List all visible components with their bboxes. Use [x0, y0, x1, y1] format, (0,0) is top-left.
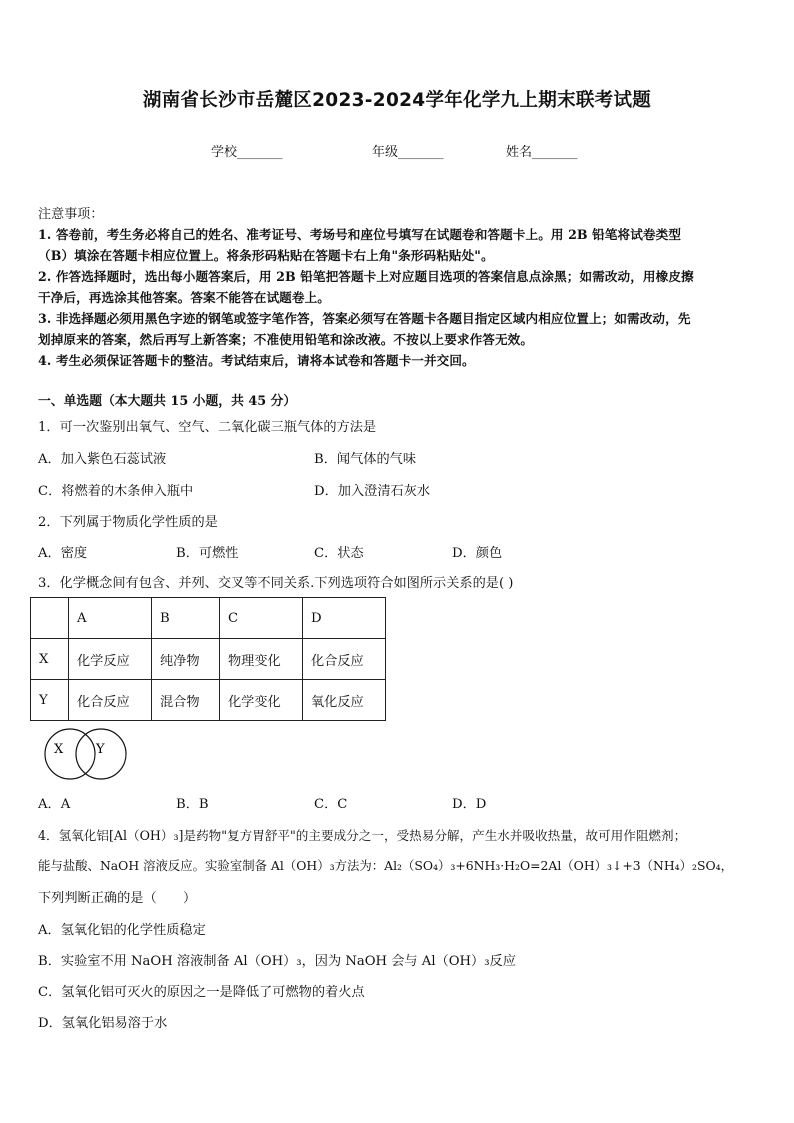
table-cell: 纯净物 [152, 639, 220, 680]
q3-table [30, 597, 386, 721]
table-cell: 化合反应 [303, 639, 386, 680]
section-heading: 一、单选题（本大题共 15 小题，共 45 分） [38, 394, 297, 409]
venn-label-y: Y [96, 742, 105, 757]
q2-option-a[interactable]: A．密度 [38, 546, 88, 561]
q1-option-a[interactable]: A．加入紫色石蕊试液 [38, 452, 167, 467]
venn-diagram [38, 727, 132, 783]
table-cell: 物理变化 [220, 639, 303, 680]
table-cell: B [152, 598, 220, 639]
q2-option-d[interactable]: D．颜色 [452, 546, 503, 561]
notes-line: 3. 非选择题必须用黑色字迹的钢笔或签字笔作答，答案必须写在答题卡各题目指定区域内相应位置上；如需改动，先 [38, 311, 691, 326]
table-cell: D [303, 598, 386, 639]
venn-label-x: X [54, 742, 64, 757]
question-4-stem-line: 下列判断正确的是（ ） [38, 891, 197, 906]
table-cell: C [220, 598, 303, 639]
q4-option-d[interactable]: D．氢氧化铝易溶于水 [38, 1016, 168, 1031]
notes-line: 干净后，再选涂其他答案。答案不能答在试题卷上。 [38, 290, 330, 305]
question-3-stem: 3．化学概念间有包含、并列、交叉等不同关系.下列选项符合如图所示关系的是( ) [38, 576, 514, 591]
question-4-stem-line: 4．氢氧化铝[Al（OH）₃]是药物"复方胃舒平"的主要成分之一，受热易分解，产生水并吸收热量，故可用作阻燃剂； [38, 828, 687, 843]
question-4-stem-line: 能与盐酸、NaOH 溶液反应。实验室制备 Al（OH）₃方法为：Al₂（SO₄）₃+6NH₃·H₂O=2Al（OH）₃↓+3（NH₄）₂SO₄， [38, 858, 734, 873]
q2-option-b[interactable]: B．可燃性 [176, 546, 239, 561]
q3-option-a[interactable]: A．A [38, 797, 71, 812]
notes-line: （B）填涂在答题卡相应位置上。将条形码粘贴在答题卡右上角"条形码粘贴处"。 [38, 248, 494, 263]
table-cell: A [69, 598, 152, 639]
q2-option-c[interactable]: C．状态 [314, 546, 364, 561]
table-cell: X [31, 639, 69, 680]
notes-heading: 注意事项： [38, 207, 104, 222]
venn-circle-x [45, 729, 95, 779]
table-cell [31, 598, 69, 639]
notes-line: 2. 作答选择题时，选出每小题答案后，用 2B 铅笔把答题卡上对应题目选项的答案信息点涂黑；如需改动，用橡皮擦 [38, 269, 694, 284]
q4-option-c[interactable]: C．氢氧化铝可灭火的原因之一是降低了可燃物的着火点 [38, 985, 365, 1000]
notes-line: 4. 考生必须保证答题卡的整洁。考试结束后，请将本试卷和答题卡一并交回。 [38, 353, 475, 368]
q3-option-d[interactable]: D．D [452, 797, 487, 812]
table-cell: 化学变化 [220, 680, 303, 721]
q1-option-c[interactable]: C．将燃着的木条伸入瓶中 [38, 484, 194, 499]
notes-line: 1. 答卷前，考生务必将自己的姓名、准考证号、考场号和座位号填写在试题卷和答题卡上。用 2B 铅笔将试卷类型 [38, 227, 682, 242]
table-cell: 氧化反应 [303, 680, 386, 721]
grade-field: 年级_______ [372, 145, 444, 160]
name-field: 姓名_______ [506, 145, 578, 160]
q3-option-b[interactable]: B．B [176, 797, 209, 812]
school-field: 学校_______ [211, 145, 283, 160]
table-row [31, 680, 386, 721]
q4-option-a[interactable]: A．氢氧化铝的化学性质稳定 [38, 923, 206, 938]
table-cell: 化学反应 [69, 639, 152, 680]
table-row [31, 639, 386, 680]
q3-option-c[interactable]: C．C [314, 797, 348, 812]
table-cell: 化合反应 [69, 680, 152, 721]
table-cell: Y [31, 680, 69, 721]
page-title: 湖南省长沙市岳麓区2023-2024学年化学九上期末联考试题 [142, 90, 652, 111]
table-row [31, 598, 386, 639]
table-cell: 混合物 [152, 680, 220, 721]
notes-line: 划掉原来的答案，然后再写上新答案；不准使用铅笔和涂改液。不按以上要求作答无效。 [38, 332, 534, 347]
question-1-stem: 1．可一次鉴别出氧气、空气、二氧化碳三瓶气体的方法是 [38, 420, 377, 435]
q4-option-b[interactable]: B．实验室不用 NaOH 溶液制备 Al（OH）₃，因为 NaOH 会与 Al（OH）₃反应 [38, 954, 516, 969]
q1-option-d[interactable]: D．加入澄清石灰水 [314, 484, 431, 499]
q1-option-b[interactable]: B．闻气体的气味 [314, 452, 417, 467]
question-2-stem: 2．下列属于物质化学性质的是 [38, 515, 218, 530]
